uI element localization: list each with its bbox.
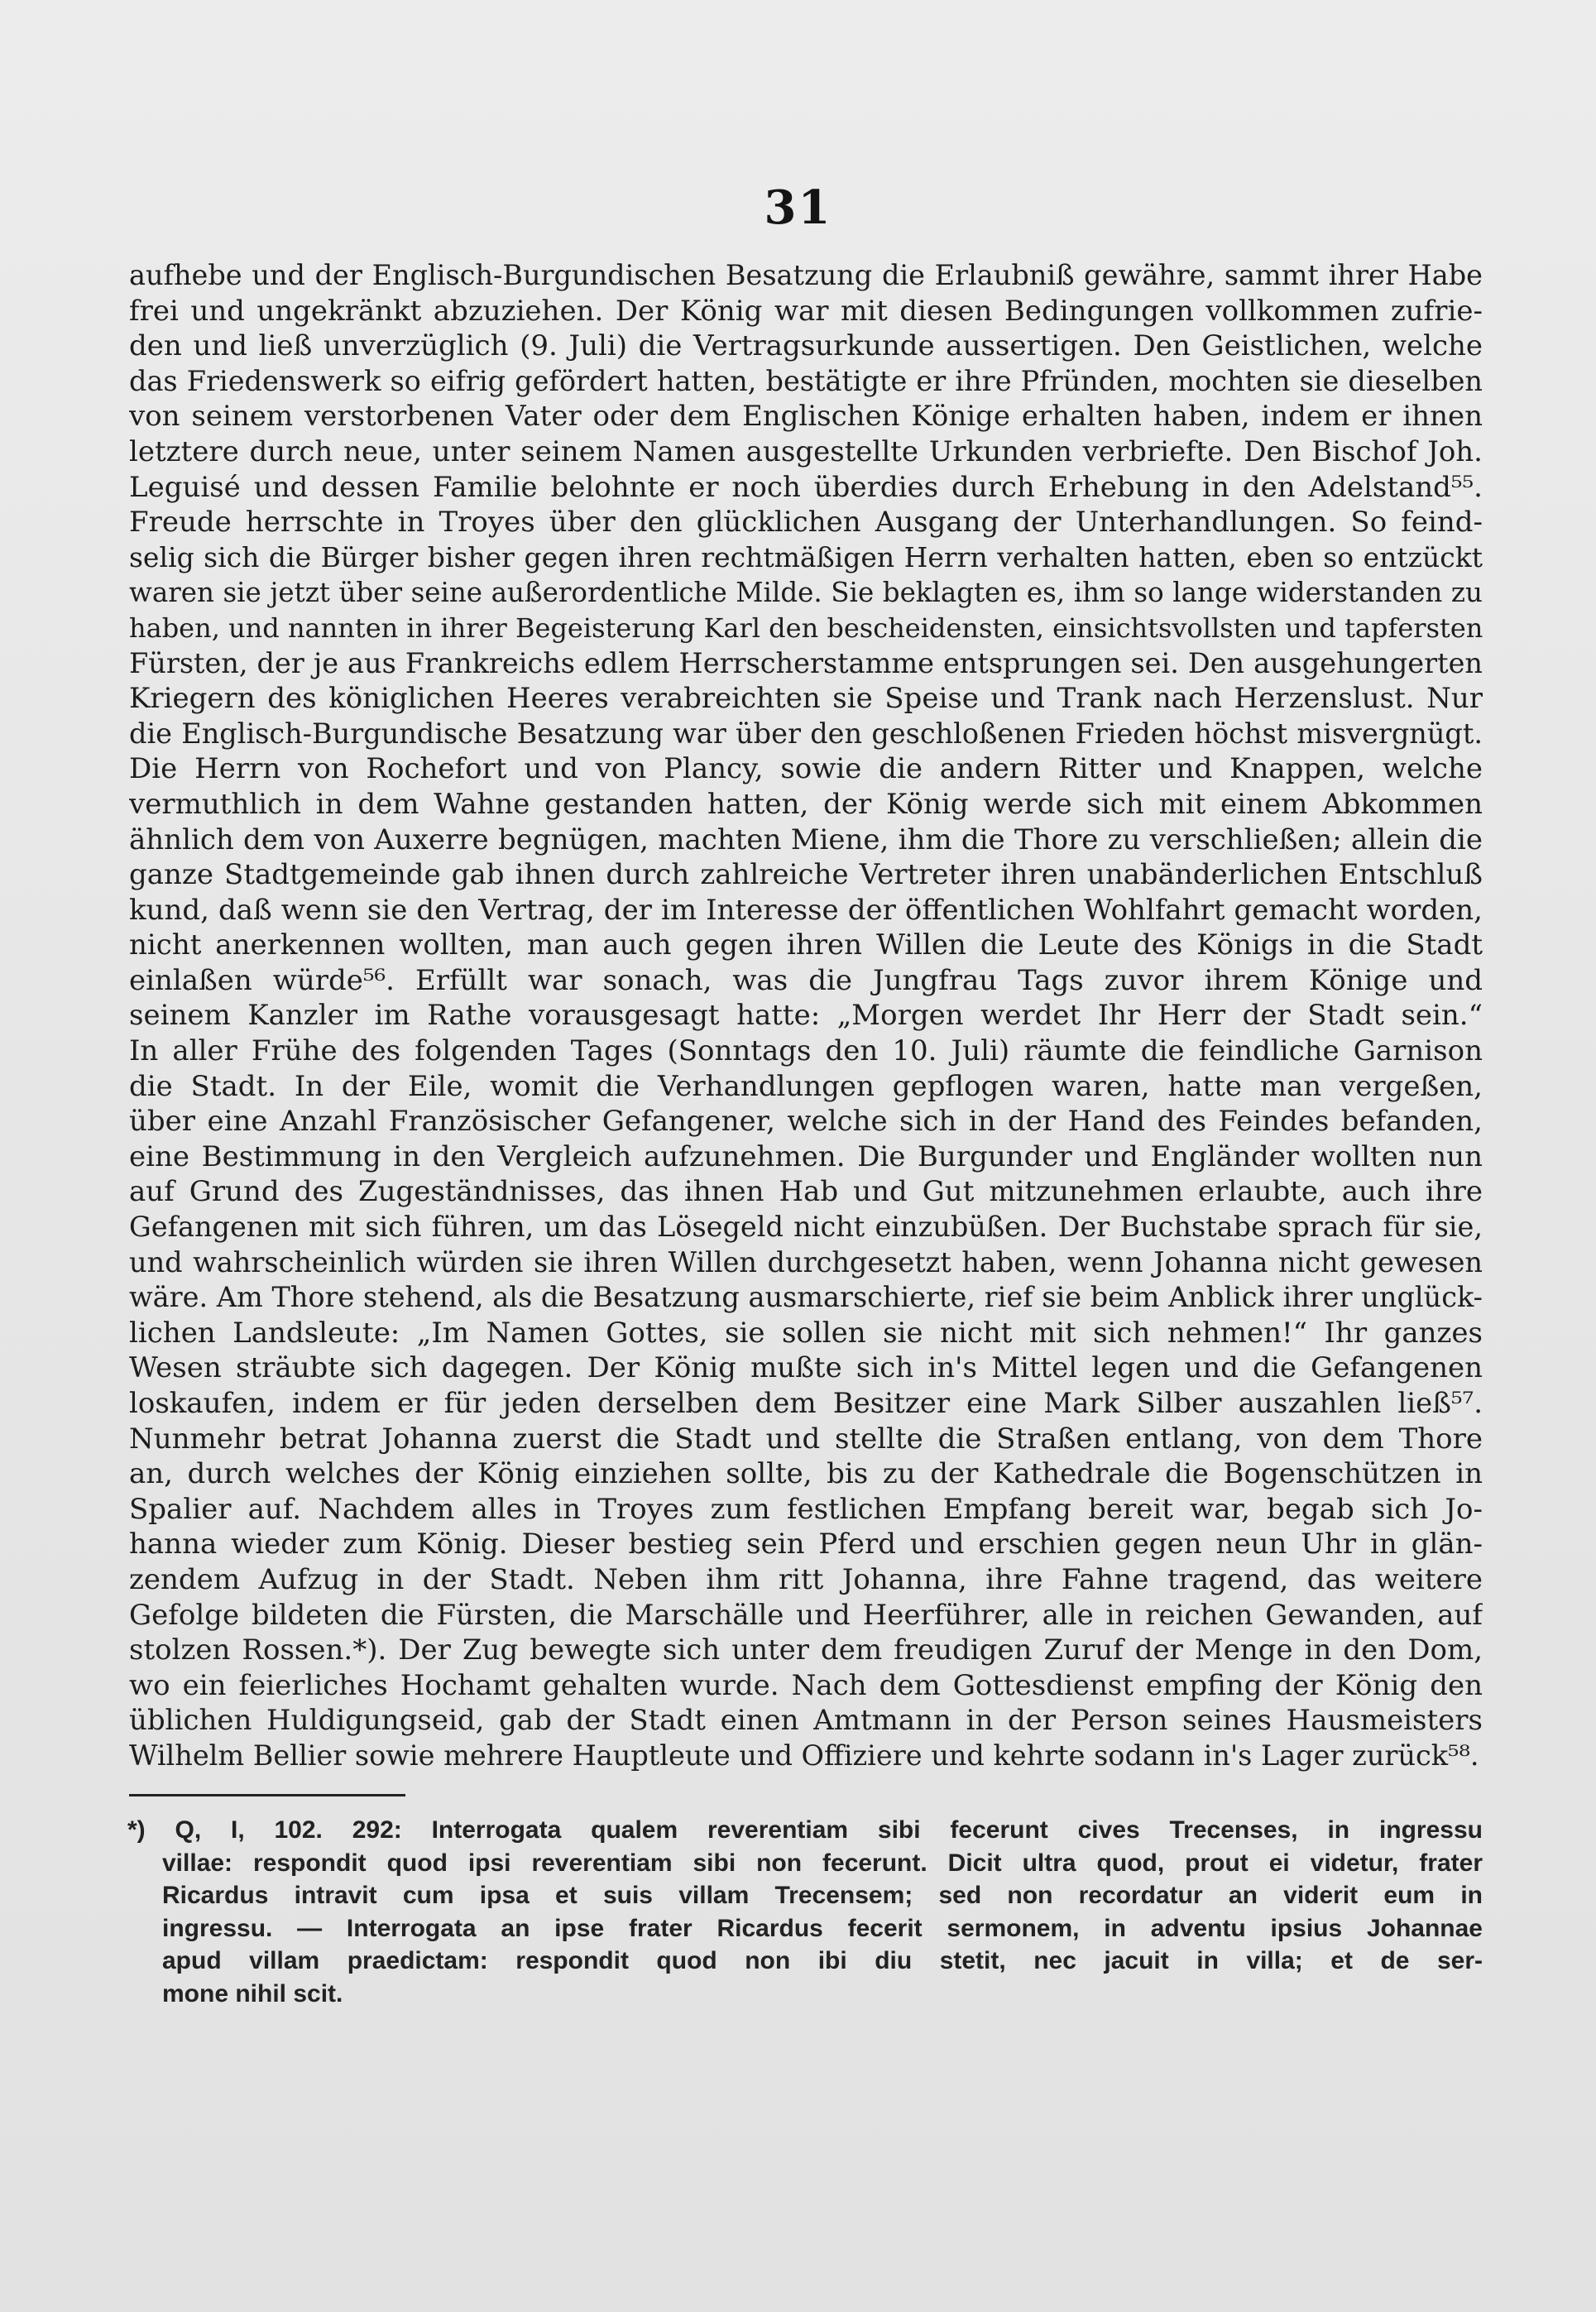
text-line: vermuthlich in dem Wahne gestanden hatten, der König werde sich mit einem Abkommen xyxy=(129,787,1483,821)
text-line: an, durch welches der König einziehen sollte, bis zu der Kathedrale die Bogenschützen in xyxy=(129,1457,1483,1491)
text-line: üblichen Huldigungseid, gab der Stadt einen Amtmann in der Person seines Hausmeisters xyxy=(129,1704,1483,1738)
text-line: Gefangenen mit sich führen, um das Lösegeld nicht einzubüßen. Der Buchstabe sprach für sie, xyxy=(129,1211,1483,1244)
text-line: waren sie jetzt über seine außerordentliche Milde. Sie beklagten es, ihm so lange widerstanden zu xyxy=(129,577,1483,609)
footnote xyxy=(127,1814,1483,2010)
footnote-line: apud villam praedictam: respondit quod non ibi diu stetit, nec jacuit in villa; et de ser- xyxy=(162,1947,1483,1974)
text-line: Kriegern des königlichen Heeres verabreichten sie Speise und Trank nach Herzenslust. Nur xyxy=(129,682,1483,716)
text-line: haben, und nannten in ihrer Begeisterung Karl den bescheidensten, einsichtsvollsten und tapfersten xyxy=(129,612,1483,644)
text-line: In aller Frühe des folgenden Tages (Sonntags den 10. Juli) räumte die feindliche Garnison xyxy=(129,1034,1483,1068)
text-line: letztere durch neue, unter seinem Namen ausgestellte Urkunden verbriefte. Den Bischof Joh. xyxy=(129,434,1483,468)
text-line: Wesen sträubte sich dagegen. Der König mußte sich in's Mittel legen und die Gefangenen xyxy=(129,1351,1483,1385)
text-line: die Englisch-Burgundische Besatzung war über den geschloßenen Frieden höchst misvergnügt. xyxy=(129,717,1483,750)
text-line: über eine Anzahl Französischer Gefangener, welche sich in der Hand des Feindes befanden, xyxy=(129,1105,1483,1139)
text-line: Spalier auf. Nachdem alles in Troyes zum festlichen Empfang bereit war, begab sich Jo- xyxy=(129,1492,1483,1526)
footnote-divider xyxy=(129,1794,405,1796)
text-line: loskaufen, indem er für jeden derselben dem Besitzer eine Mark Silber auszahlen ließ⁵⁷. xyxy=(129,1387,1483,1420)
text-line: ganze Stadtgemeinde gab ihnen durch zahlreiche Vertreter ihren unabänderlichen Entschluß xyxy=(129,858,1483,892)
footnote-line: ingressu. — Interrogata an ipse frater Ricardus fecerit sermonem, in adventu ipsius Johannae xyxy=(162,1914,1483,1942)
text-line: zendem Aufzug in der Stadt. Neben ihm ritt Johanna, ihre Fahne tragend, das weitere xyxy=(129,1562,1483,1596)
footnote-line: Ricardus intravit cum ipsa et suis villam Trecensem; sed non recordatur an viderit eum in xyxy=(162,1882,1483,1909)
text-line: Gefolge bildeten die Fürsten, die Marschälle und Heerführer, alle in reichen Gewanden, auf xyxy=(129,1598,1483,1632)
text-line: wäre. Am Thore stehend, als die Besatzung ausmarschierte, rief sie beim Anblick ihrer unglück- xyxy=(129,1281,1483,1314)
page-number: 31 xyxy=(764,180,832,235)
footnote-line: villae: respondit quod ipsi reverentiam sibi non fecerunt. Dicit ultra quod, prout ei videtur, frater xyxy=(162,1849,1483,1877)
text-line: lichen Landsleute: „Im Namen Gottes, sie sollen sie nicht mit sich nehmen!“ Ihr ganzes xyxy=(129,1316,1483,1350)
text-line: Wilhelm Bellier sowie mehrere Hauptleute und Offiziere und kehrte sodann in's Lager zurück⁵⁸. xyxy=(129,1739,1479,1772)
text-line: einlaßen würde⁵⁶. Erfüllt war sonach, was die Jungfrau Tags zuvor ihrem Könige und xyxy=(129,963,1483,997)
text-line: hanna wieder zum König. Dieser bestieg sein Pferd und erschien gegen neun Uhr in glän- xyxy=(129,1528,1483,1561)
footnote-line: mone nihil scit. xyxy=(162,1979,343,2007)
text-line: von seinem verstorbenen Vater oder dem Englischen Könige erhalten haben, indem er ihnen xyxy=(129,400,1483,434)
text-line: Leguisé und dessen Familie belohnte er noch überdies durch Erhebung in den Adelstand⁵⁵. xyxy=(129,470,1483,504)
footnote-line: *) Q, I, 102. 292: Interrogata qualem reverentiam sibi fecerunt cives Trecenses, in ingressu xyxy=(127,1816,1483,1844)
text-line: Die Herrn von Rochefort und von Plancy, sowie die andern Ritter und Knappen, welche xyxy=(129,752,1483,786)
text-line: nicht anerkennen wollten, man auch gegen ihren Willen die Leute des Königs in die Stadt xyxy=(129,928,1483,962)
text-line: die Stadt. In der Eile, womit die Verhandlungen gepflogen waren, hatte man vergeßen, xyxy=(129,1069,1483,1103)
text-line: und wahrscheinlich würden sie ihren Willen durchgesetzt haben, wenn Johanna nicht gewesen xyxy=(129,1245,1483,1278)
text-line: das Friedenswerk so eifrig gefördert hatten, bestätigte er ihre Pfründen, mochten sie dieselben xyxy=(129,364,1483,397)
text-line: kund, daß wenn sie den Vertrag, der im Interesse der öffentlichen Wohlfahrt gemacht worden, xyxy=(129,893,1483,927)
text-line: eine Bestimmung in den Vergleich aufzunehmen. Die Burgunder und Engländer wollten nun xyxy=(129,1139,1483,1173)
text-line: aufhebe und der Englisch-Burgundischen Besatzung die Erlaubniß gewähre, sammt ihrer Habe xyxy=(129,259,1483,291)
body-text xyxy=(129,258,1483,1774)
text-line: Nunmehr betrat Johanna zuerst die Stadt und stellte die Straßen entlang, von dem Thore xyxy=(129,1422,1483,1456)
text-line: stolzen Rossen.*). Der Zug bewegte sich unter dem freudigen Zuruf der Menge in den Dom, xyxy=(129,1633,1483,1667)
text-line: selig sich die Bürger bisher gegen ihren rechtmäßigen Herrn verhalten hatten, eben so entzückt xyxy=(129,540,1483,573)
text-line: seinem Kanzler im Rathe vorausgesagt hatte: „Morgen werdet Ihr Herr der Stadt sein.“ xyxy=(129,999,1483,1033)
text-line: frei und ungekränkt abzuziehen. Der König war mit diesen Bedingungen vollkommen zufrie- xyxy=(129,294,1483,328)
text-line: Freude herrschte in Troyes über den glücklichen Ausgang der Unterhandlungen. So feind- xyxy=(129,506,1483,540)
text-line: ähnlich dem von Auxerre begnügen, machten Miene, ihm die Thore zu verschließen; allein die xyxy=(129,823,1483,856)
text-line: wo ein feierliches Hochamt gehalten wurde. Nach dem Gottesdienst empfing der König den xyxy=(129,1668,1483,1702)
text-line: den und ließ unverzüglich (9. Juli) die Vertragsurkunde aussertigen. Den Geistlichen, welche xyxy=(129,329,1483,363)
text-line: Fürsten, der je aus Frankreichs edlem Herrscherstamme entsprungen sei. Den ausgehungerten xyxy=(129,646,1483,679)
text-line: auf Grund des Zugeständnisses, das ihnen Hab und Gut mitzunehmen erlaubte, auch ihre xyxy=(129,1175,1483,1209)
